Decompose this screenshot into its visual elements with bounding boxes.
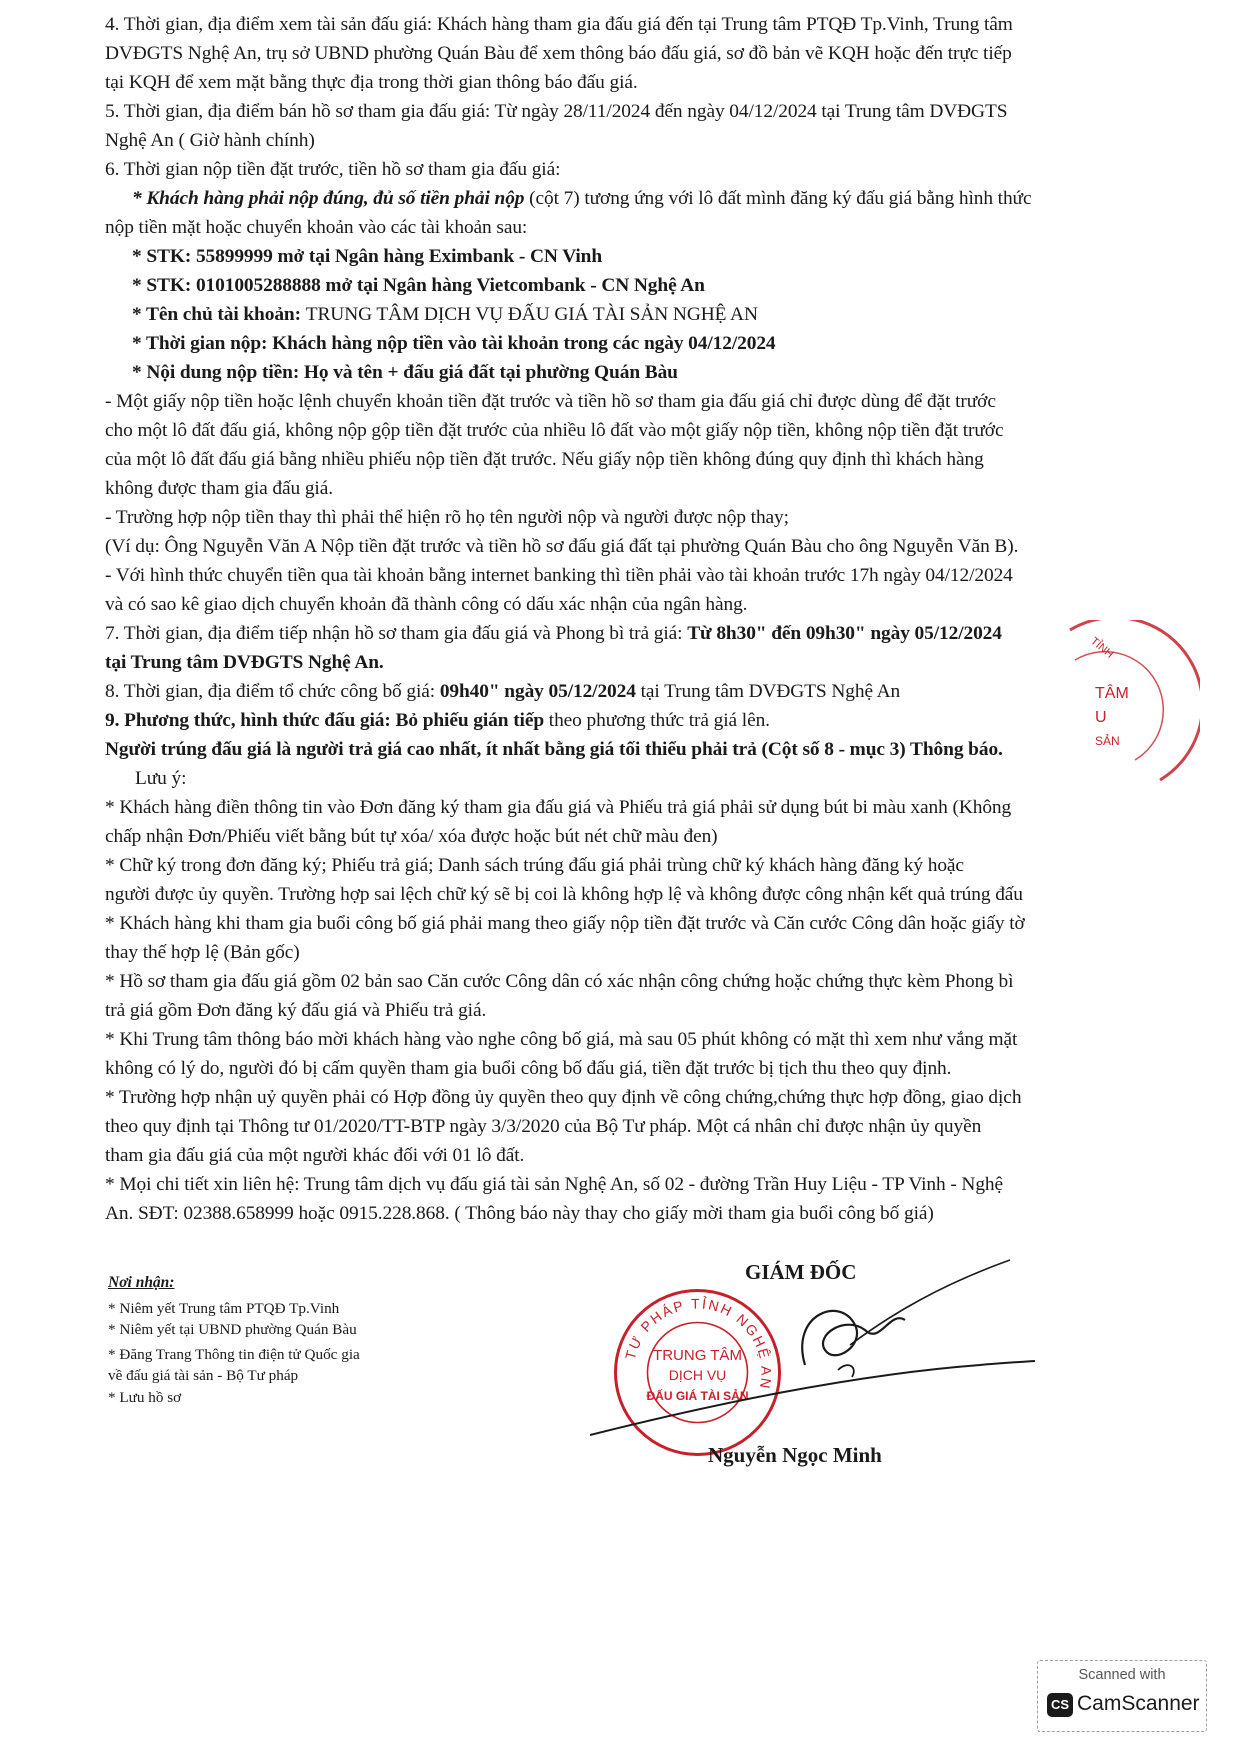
body-line xyxy=(105,445,1180,474)
body-text: Từ 8h30" đến 09h30" ngày 05/12/2024 xyxy=(687,623,1002,644)
document-body xyxy=(105,10,1180,1228)
body-line xyxy=(105,793,1180,822)
body-text: An. SĐT: 02388.658999 hoặc 0915.228.868. ( Thông báo này thay cho giấy mời tham gia buổi công bố giá) xyxy=(105,1203,934,1224)
seal-line: ĐẤU GIÁ TÀI SẢN xyxy=(646,1389,749,1403)
body-line xyxy=(105,1199,1180,1228)
body-text: cho một lô đất đấu giá, không nộp gộp tiền đặt trước của nhiều lô đất vào một giấy nộp tiền, không nộp tiền đặt trước xyxy=(105,420,1004,441)
body-text: 5. Thời gian, địa điểm bán hồ sơ tham gia đấu giá: Từ ngày 28/11/2024 đến ngày 04/12/2024 tại Trung tâm DVĐGTS xyxy=(105,101,1008,122)
seal-ring-text: TƯ PHÁP TỈNH NGHỆ AN xyxy=(621,1295,775,1392)
body-line xyxy=(105,909,1180,938)
body-text: - Trường hợp nộp tiền thay thì phải thể hiện rõ họ tên người nộp và người được nộp thay; xyxy=(105,507,789,528)
body-text: Nghệ An ( Giờ hành chính) xyxy=(105,130,315,151)
watermark-caption: Scanned with xyxy=(1078,1667,1166,1683)
partial-seal-icon xyxy=(1050,620,1200,800)
body-line xyxy=(105,1054,1180,1083)
body-line xyxy=(105,561,1180,590)
body-text: 7. Thời gian, địa điểm tiếp nhận hồ sơ tham gia đấu giá và Phong bì trả giá: xyxy=(105,623,688,644)
body-text: tại KQH để xem mặt bằng thực địa trong thời gian thông báo đấu giá. xyxy=(105,72,638,93)
body-line xyxy=(105,619,1180,648)
body-text: người được ủy quyền. Trường hợp sai lệch chữ ký sẽ bị coi là không hợp lệ và không được công nhận kết quả trúng đấu xyxy=(105,884,1023,905)
partial-seal-text: TÂM xyxy=(1095,685,1129,702)
body-line xyxy=(105,590,1180,619)
body-text: * Chữ ký trong đơn đăng ký; Phiếu trả giá; Danh sách trúng đấu giá phải trùng chữ ký khách hàng đăng ký hoặc xyxy=(105,855,964,876)
body-line xyxy=(105,474,1180,503)
body-line xyxy=(105,97,1180,126)
body-text: DVĐGTS Nghệ An, trụ sở UBND phường Quán Bàu để xem thông báo đấu giá, sơ đồ bản vẽ KQH hoặc đến trực tiếp xyxy=(105,43,1012,64)
body-line xyxy=(105,39,1180,68)
body-text: - Với hình thức chuyển tiền qua tài khoản bằng internet banking thì tiền phải vào tài khoản trước 17h ngày 04/12/2024 xyxy=(105,565,1013,586)
body-text: * Mọi chi tiết xin liên hệ: Trung tâm dịch vụ đấu giá tài sản Nghệ An, số 02 - đường Trần Huy Liệu - TP Vinh - Nghệ xyxy=(105,1174,1004,1195)
body-line xyxy=(105,358,1180,387)
body-text: * STK: 0101005288888 mở tại Ngân hàng Vietcombank - CN Nghệ An xyxy=(132,275,705,296)
body-text: thay thế hợp lệ (Bản gốc) xyxy=(105,942,300,963)
body-line xyxy=(105,938,1180,967)
body-line xyxy=(105,735,1180,764)
recipient-item: về đấu giá tài sản - Bộ Tư pháp xyxy=(108,1367,299,1384)
body-text: 09h40" ngày 05/12/2024 xyxy=(439,681,636,702)
body-text: tại Trung tâm DVĐGTS Nghệ An. xyxy=(105,652,384,673)
body-text: * Trường hợp nhận uỷ quyền phải có Hợp đồng ủy quyền theo quy định về công chứng,chứng thực hợp đồng, giao dịch xyxy=(105,1087,1022,1108)
body-line xyxy=(105,10,1180,39)
body-text: TRUNG TÂM DỊCH VỤ ĐẤU GIÁ TÀI SẢN NGHỆ AN xyxy=(305,304,758,325)
body-text: * Thời gian nộp: Khách hàng nộp tiền vào tài khoản trong các ngày 04/12/2024 xyxy=(132,333,776,354)
seal-line: DỊCH VỤ xyxy=(668,1367,727,1383)
body-text: theo quy định tại Thông tư 01/2020/TT-BTP ngày 3/3/2020 của Bộ Tư pháp. Một cá nhân chỉ được nhận ủy quyền xyxy=(105,1116,982,1137)
body-text: chấp nhận Đơn/Phiếu viết bằng bút tự xóa/ xóa được hoặc bút nét chữ màu đen) xyxy=(105,826,718,847)
body-text: không được tham gia đấu giá. xyxy=(105,478,333,499)
body-text: 8. Thời gian, địa điểm tổ chức công bố giá: xyxy=(105,681,440,702)
body-text: * Khách hàng phải nộp đúng, đủ số tiền phải nộp xyxy=(132,188,530,209)
body-text: - Một giấy nộp tiền hoặc lệnh chuyển khoản tiền đặt trước và tiền hồ sơ tham gia đấu giá chỉ được dùng để đặt trước xyxy=(105,391,996,412)
body-line xyxy=(105,967,1180,996)
signer-title: GIÁM ĐỐC xyxy=(745,1260,857,1284)
body-text: * Khi Trung tâm thông báo mời khách hàng vào nghe công bố giá, mà sau 05 phút không có mặt thì xem như vắng mặt xyxy=(105,1029,1018,1050)
body-text: * Khách hàng điền thông tin vào Đơn đăng ký tham gia đấu giá và Phiếu trả giá phải sử dụng bút bi màu xanh (Không xyxy=(105,797,1012,818)
body-text: Người trúng đấu giá là người trả giá cao nhất, ít nhất bằng giá tối thiểu phải trả (Cột số 8 - mục 3) Thông báo. xyxy=(105,739,1003,760)
body-text: theo phương thức trả giá lên. xyxy=(544,710,770,731)
body-text: * STK: 55899999 mở tại Ngân hàng Eximbank - CN Vinh xyxy=(132,246,603,267)
seal-line: TRUNG TÂM xyxy=(653,1347,742,1364)
body-line xyxy=(105,155,1180,184)
watermark-brand: CamScanner xyxy=(1077,1692,1200,1715)
recipients-title: Nơi nhận: xyxy=(108,1274,175,1291)
body-line xyxy=(105,880,1180,909)
body-line xyxy=(105,764,1180,793)
body-line xyxy=(105,213,1180,242)
body-line xyxy=(105,648,1180,677)
body-text: tại Trung tâm DVĐGTS Nghệ An xyxy=(635,681,901,702)
recipients-block xyxy=(108,1272,528,1408)
body-line xyxy=(105,126,1180,155)
body-line xyxy=(105,271,1180,300)
body-text: không có lý do, người đó bị cấm quyền tham gia buổi công bố đấu giá, tiền đặt trước bị tịch thu theo quy định. xyxy=(105,1058,952,1079)
body-text: của một lô đất đấu giá bằng nhiều phiếu nộp tiền đặt trước. Nếu giấy nộp tiền không đúng quy định thì khách hàng xyxy=(105,449,984,470)
body-line xyxy=(105,532,1180,561)
recipient-item: * Đăng Trang Thông tin điện tử Quốc gia xyxy=(108,1345,360,1363)
body-text: tham gia đấu giá của một người khác đối với 01 lô đất. xyxy=(105,1145,525,1166)
body-text: (Ví dụ: Ông Nguyễn Văn A Nộp tiền đặt trước và tiền hồ sơ đấu giá đất tại phường Quán Bàu cho ông Nguyễn Văn B). xyxy=(105,536,1019,557)
body-line xyxy=(105,851,1180,880)
body-text: (cột 7) tương ứng với lô đất mình đăng ký đấu giá bằng hình thức xyxy=(529,188,1032,209)
body-line xyxy=(105,996,1180,1025)
recipient-item: * Niêm yết Trung tâm PTQĐ Tp.Vinh xyxy=(108,1299,340,1317)
recipient-item: * Niêm yết tại UBND phường Quán Bàu xyxy=(108,1321,357,1338)
camscanner-logo-icon: CS xyxy=(1047,1693,1073,1717)
body-text: * Tên chủ tài khoản: xyxy=(132,304,306,325)
body-line xyxy=(105,1112,1180,1141)
recipient-item: * Lưu hồ sơ xyxy=(108,1388,182,1406)
partial-seal-text: U xyxy=(1095,709,1107,726)
body-line xyxy=(105,300,1180,329)
body-text: * Nội dung nộp tiền: Họ và tên + đấu giá đất tại phường Quán Bàu xyxy=(132,362,678,383)
partial-seal-text: TỈNH xyxy=(1088,635,1116,661)
body-text: 6. Thời gian nộp tiền đặt trước, tiền hồ sơ tham gia đấu giá: xyxy=(105,159,561,180)
body-text: trả giá gồm Đơn đăng ký đấu giá và Phiếu trả giá. xyxy=(105,1000,487,1021)
body-line xyxy=(105,184,1180,213)
body-text: và có sao kê giao dịch chuyển khoản đã thành công có dấu xác nhận của ngân hàng. xyxy=(105,594,748,615)
body-line xyxy=(105,503,1180,532)
signature-icon xyxy=(590,1255,1040,1455)
body-text: * Hồ sơ tham gia đấu giá gồm 02 bản sao Căn cước Công dân có xác nhận công chứng hoặc chứng thực kèm Phong bì xyxy=(105,971,1014,992)
body-line xyxy=(105,329,1180,358)
body-text: * Khách hàng khi tham gia buổi công bố giá phải mang theo giấy nộp tiền đặt trước và Căn cước Công dân hoặc giấy tờ xyxy=(105,913,1025,934)
body-text: nộp tiền mặt hoặc chuyển khoản vào các tài khoản sau: xyxy=(105,217,528,238)
body-line xyxy=(105,387,1180,416)
body-line xyxy=(105,1083,1180,1112)
partial-seal-text: SẢN xyxy=(1095,734,1120,748)
body-line xyxy=(105,242,1180,271)
body-line xyxy=(105,822,1180,851)
signer-name: Nguyễn Ngọc Minh xyxy=(708,1443,882,1467)
body-line xyxy=(105,1141,1180,1170)
body-text: Lưu ý: xyxy=(135,768,187,789)
camscanner-watermark xyxy=(1037,1660,1207,1732)
body-line xyxy=(105,1025,1180,1054)
body-line xyxy=(105,706,1180,735)
body-line xyxy=(105,416,1180,445)
body-line xyxy=(105,677,1180,706)
body-line xyxy=(105,1170,1180,1199)
body-text: 4. Thời gian, địa điểm xem tài sản đấu giá: Khách hàng tham gia đấu giá đến tại Trung tâm PTQĐ Tp.Vinh, Trung tâm xyxy=(105,14,1013,35)
body-text: 9. Phương thức, hình thức đấu giá: Bỏ phiếu gián tiếp xyxy=(105,710,545,731)
body-line xyxy=(105,68,1180,97)
